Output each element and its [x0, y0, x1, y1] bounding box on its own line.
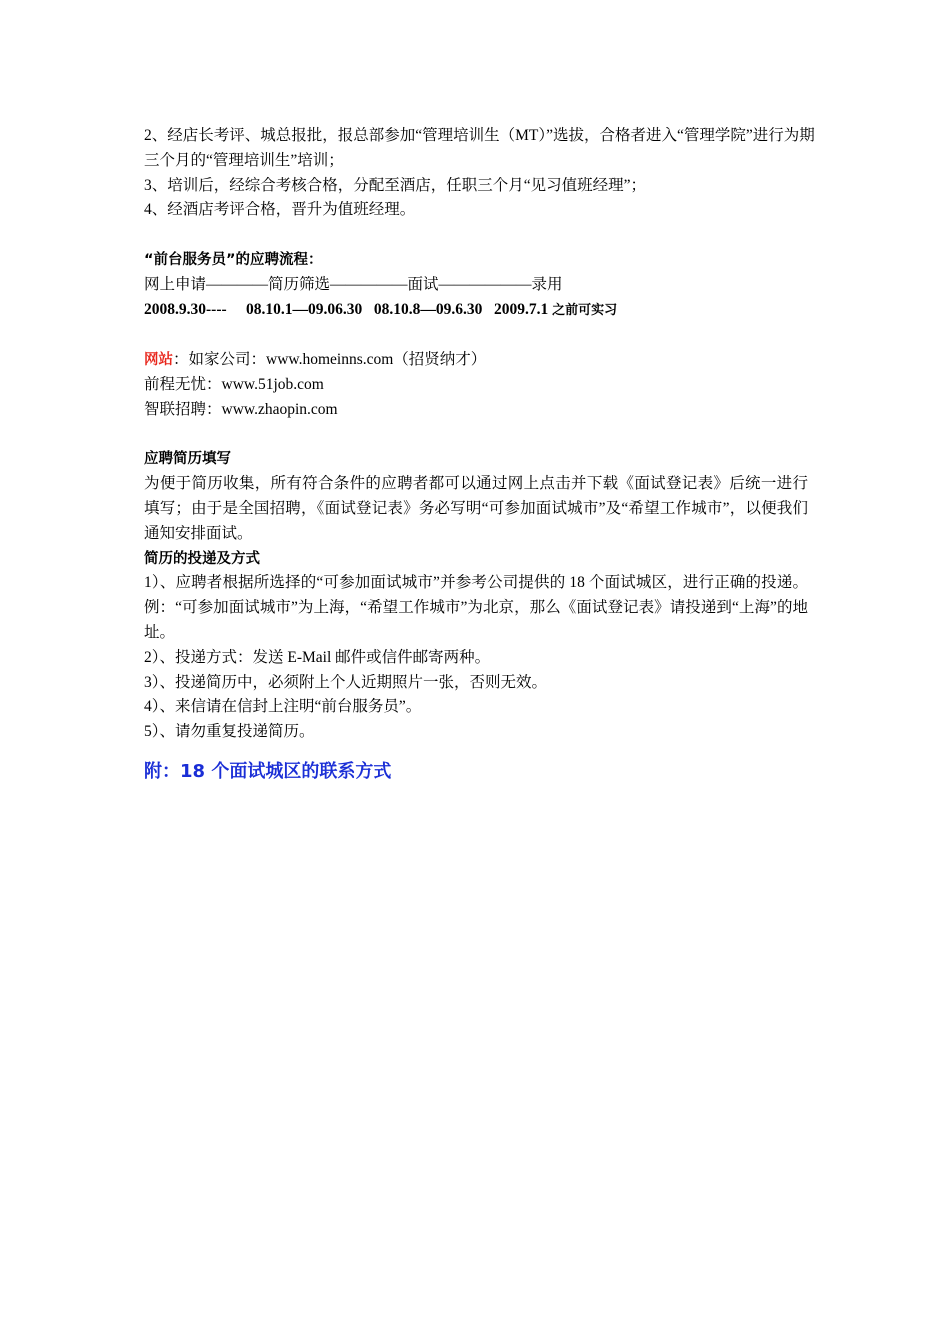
sites-section — [144, 348, 808, 422]
process-dates-note: 之前可实习 — [552, 302, 618, 318]
promotion-step-4: 4、经酒店考评合格，晋升为值班经理。 — [144, 201, 416, 219]
process-section — [144, 248, 808, 323]
spacer — [144, 323, 808, 348]
document-body — [144, 124, 815, 785]
process-heading: “前台服务员”的应聘流程： — [144, 251, 323, 268]
delivery-item-5: 5）、请勿重复投递简历。 — [144, 723, 315, 741]
process-dates-values: 2008.9.30---- 08.10.1—09.06.30 08.10.8—09.6.30 2009.7.1 — [144, 300, 553, 318]
promotion-section — [144, 124, 815, 223]
site-homeinns — [144, 348, 808, 373]
site-zhaopin: 智联招聘：www.zhaopin.com — [144, 400, 338, 418]
process-dates — [144, 298, 808, 324]
site-homeinns-text: ：如家公司：www.homeinns.com（招贤纳才） — [173, 351, 487, 369]
sites-label: 网站 — [144, 352, 173, 369]
delivery-item-1: 1）、应聘者根据所选择的“可参加面试城市”并参考公司提供的 18 个面试城区，进行正确的投递。例：“可参加面试城市”为上海，“希望工作城市”为北京，那么《面试登记表》请投递到“上海”的地址。 — [144, 574, 808, 641]
promotion-step-2b: 三个月的“管理培训生”培训； — [144, 151, 344, 169]
resume-heading: 应聘简历填写 — [144, 451, 231, 468]
resume-section — [144, 447, 808, 546]
spacer — [144, 423, 808, 448]
promotion-step-3: 3、培训后，经综合考核合格，分配至酒店，任职三个月“见习值班经理”； — [144, 176, 647, 194]
delivery-item-4: 4）、来信请在信封上注明“前台服务员”。 — [144, 698, 422, 716]
process-steps: 网上申请————简历筛选—————面试——————录用 — [144, 275, 563, 293]
delivery-heading: 简历的投递及方式 — [144, 550, 260, 567]
delivery-item-3: 3）、投递简历中，必须附上个人近期照片一张，否则无效。 — [144, 673, 548, 691]
spacer — [144, 223, 808, 248]
site-51job: 前程无忧：www.51job.com — [144, 375, 324, 393]
promotion-step-2a: 2、经店长考评、城总报批，报总部参加“管理培训生（MT）”选拔，合格者进入“管理学院”进行为期 — [144, 127, 815, 144]
appendix-title: 附：18 个面试城区的联系方式 — [144, 760, 392, 782]
resume-paragraph: 为便于简历收集，所有符合条件的应聘者都可以通过网上点击并下载《面试登记表》后统一进行填写；由于是全国招聘，《面试登记表》务必写明“可参加面试城市”及“希望工作城市”，以便我们通知安排面试。 — [144, 475, 808, 542]
delivery-item-2: 2）、投递方式：发送 E-Mail 邮件或信件邮寄两种。 — [144, 648, 491, 666]
delivery-section — [144, 547, 808, 745]
